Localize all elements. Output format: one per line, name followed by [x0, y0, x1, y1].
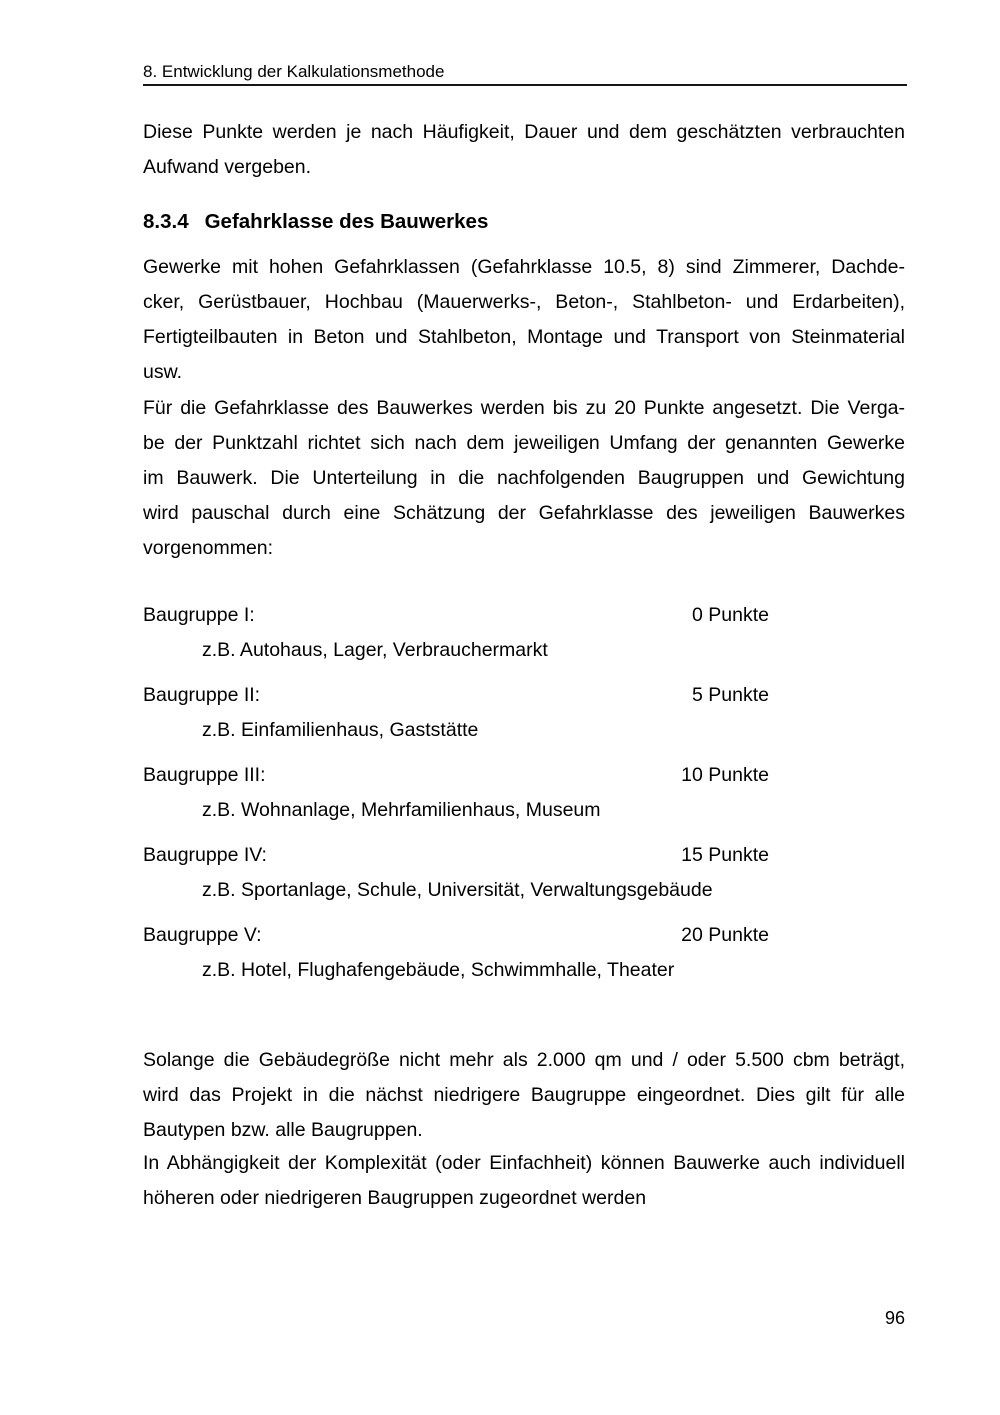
- baugruppe-label: Baugruppe V:: [143, 924, 262, 946]
- baugruppe-examples: z.B. Einfamilienhaus, Gaststätte: [202, 719, 479, 741]
- section-heading: [143, 210, 905, 234]
- baugruppe-group: [143, 678, 905, 748]
- paragraph-line: Für die Gefahrklasse des Bauwerkes werden bis zu 20 Punkte angesetzt. Die Verga-: [143, 397, 905, 419]
- paragraph-punkte: [143, 391, 905, 566]
- running-header: 8. Entwicklung der Kalkulationsmethode: [143, 62, 907, 86]
- page-number: 96: [884, 1308, 905, 1328]
- baugruppe-points: 20 Punkte: [681, 924, 769, 946]
- baugruppe-row: [143, 918, 905, 953]
- paragraph-intro: [143, 115, 905, 185]
- section-number: 8.3.4: [143, 210, 189, 233]
- paragraph-line: usw.: [143, 361, 183, 383]
- baugruppe-examples: z.B. Wohnanlage, Mehrfamilienhaus, Museum: [202, 799, 601, 821]
- baugruppe-label: Baugruppe I:: [143, 604, 255, 626]
- baugruppe-group: [143, 918, 905, 988]
- paragraph-line: im Bauwerk. Die Unterteilung in die nachfolgenden Baugruppen und Gewichtung: [143, 467, 905, 489]
- paragraph-line: vorgenommen:: [143, 537, 274, 559]
- paragraph-gebaeudegroesse: [143, 1043, 905, 1148]
- baugruppe-examples: z.B. Hotel, Flughafengebäude, Schwimmhalle, Theater: [202, 959, 675, 981]
- paragraph-gewerke: [143, 250, 905, 390]
- paragraph-line: wird das Projekt in die nächst niedrigere Baugruppe eingeordnet. Dies gilt für alle: [143, 1084, 905, 1106]
- paragraph-line: Solange die Gebäudegröße nicht mehr als 2.000 qm und / oder 5.500 cbm beträgt,: [143, 1049, 905, 1071]
- baugruppe-label: Baugruppe III:: [143, 764, 266, 786]
- baugruppe-points: 5 Punkte: [692, 684, 769, 706]
- paragraph-line: cker, Gerüstbauer, Hochbau (Mauerwerks-, Beton-, Stahlbeton- und Erdarbeiten),: [143, 291, 905, 313]
- paragraph-line: be der Punktzahl richtet sich nach dem jeweiligen Umfang der genannten Gewerke: [143, 432, 905, 454]
- paragraph-line: Gewerke mit hohen Gefahrklassen (Gefahrklasse 10.5, 8) sind Zimmerer, Dachde-: [143, 256, 905, 278]
- baugruppe-row: [143, 838, 905, 873]
- baugruppe-row: [143, 758, 905, 793]
- baugruppe-group: [143, 838, 905, 908]
- section-title: Gefahrklasse des Bauwerkes: [204, 210, 489, 233]
- baugruppe-row: [143, 678, 905, 713]
- baugruppe-examples: z.B. Sportanlage, Schule, Universität, Verwaltungsgebäude: [202, 879, 713, 901]
- baugruppe-points: 0 Punkte: [692, 604, 769, 626]
- baugruppe-points: 15 Punkte: [681, 844, 769, 866]
- paragraph-line: Aufwand vergeben.: [143, 156, 312, 178]
- baugruppe-row: [143, 598, 905, 633]
- baugruppe-group: [143, 758, 905, 828]
- baugruppen-list: [143, 598, 905, 998]
- baugruppe-group: [143, 598, 905, 668]
- paragraph-komplexitaet: [143, 1146, 905, 1216]
- paragraph-line: Diese Punkte werden je nach Häufigkeit, Dauer und dem geschätzten verbrauchten: [143, 121, 905, 143]
- paragraph-line: Fertigteilbauten in Beton und Stahlbeton, Montage und Transport von Steinmaterial: [143, 326, 905, 348]
- baugruppe-points: 10 Punkte: [681, 764, 769, 786]
- baugruppe-label: Baugruppe II:: [143, 684, 261, 706]
- baugruppe-label: Baugruppe IV:: [143, 844, 267, 866]
- paragraph-line: höheren oder niedrigeren Baugruppen zugeordnet werden: [143, 1187, 647, 1209]
- baugruppe-examples: z.B. Autohaus, Lager, Verbrauchermarkt: [202, 639, 548, 661]
- paragraph-line: In Abhängigkeit der Komplexität (oder Einfachheit) können Bauwerke auch individuell: [143, 1152, 905, 1174]
- paragraph-line: Bautypen bzw. alle Baugruppen.: [143, 1119, 423, 1141]
- paragraph-line: wird pauschal durch eine Schätzung der Gefahrklasse des jeweiligen Bauwerkes: [143, 502, 905, 524]
